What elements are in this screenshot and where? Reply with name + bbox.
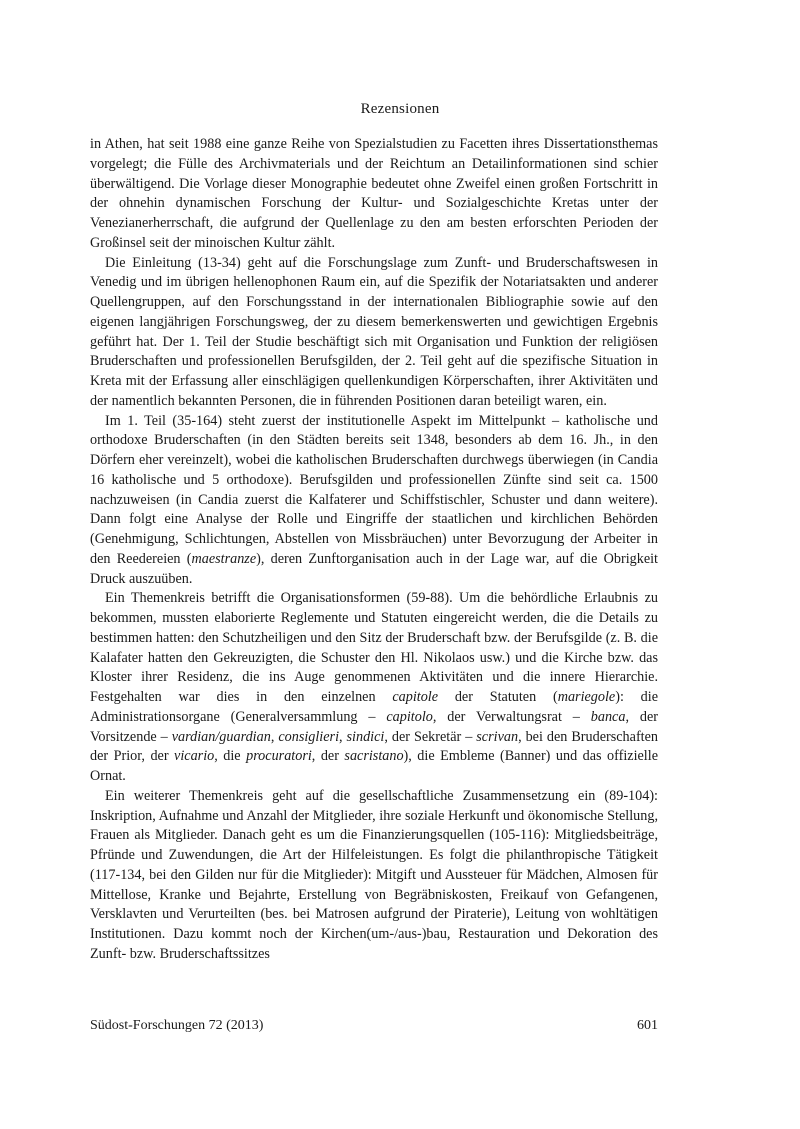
text-run: ): die Administrationsorgane (Generalversammlung – [90,689,659,725]
italic-term: scrivan [476,728,519,745]
text-run: , bei den Bruderschaften der Prior, der [90,728,658,765]
running-header: Rezensionen [360,101,440,117]
text-run: Im 1. Teil (35-164) steht zuerst der institutionelle Aspekt im Mittelpunkt – katholische und orthodoxe Bruderschaften (in den Städten bereits seit 1348, besonders ab dem 16. Jh., in den Dörfern eher vereinzelt), wobei die katholischen Bruderschaften durchwegs überwiegen (in Candia 16 katholische und 5 orthodoxe). Berufsgilden und professionellen Zünfte sind seit ca. 1500 nachzuweisen (in Candia zuerst die Kalfaterer und Schiffstischler, Schuster und dann weitere). Dann folgt eine Analyse der Rolle und Eingriffe der staatlichen und kirchlichen Behörden (Genehmigung, Schlichtungen, Abstellen von Missbräuchen) unter Bevorzugung der Arbeiter in den Reedereien ( [90,412,658,567]
italic-term: banca [590,708,626,725]
body-text [90,135,658,965]
text-run: , der Verwaltungsrat – [432,708,591,725]
text-run: , der Sekretär – [384,728,477,745]
text-run: , [339,728,347,745]
text-run: ), deren Zunftorganisation auch in der Lage war, auf die Obrigkeit Druck auszuüben. [90,550,658,587]
text-run: ), die Embleme (Banner) und das offizielle Ornat. [90,748,658,784]
paragraph [90,412,658,590]
italic-term: procuratori [246,748,312,765]
italic-term: vardian/guardian [171,728,271,745]
text-run: Ein weiterer Themenkreis geht auf die gesellschaftliche Zusammensetzung ein (89-104): Inskription, Aufnahme und Anzahl der Mitglieder, ihre soziale Herkunft und ökonomische Stellung, Frauen als Mitglieder. Danach geht es um die Finanzierungsquellen (105-116): Mitgliedsbeiträge, Pfründe und Zuwendungen, die Art der Hilfeleistungen. Es folgt die philanthropische Tätigkeit (117-134, bei den Gilden nur für die Mitglieder): Mitgift und Aussteuer für Mädchen, Almosen für Mittellose, Kranke und Bejahrte, Erstellung von Begräbniskosten, Freikauf von Gefangenen, Versklavten und Verurteilten (bes. bei Matrosen aufgrund der Piraterie), Leitung von wohltätigen Institutionen. Dazu kommt noch der Kirchen(um-/aus-)bau, Restauration und Dekoration des Zunft- bzw. Bruderschaftssitzes [90,787,658,962]
italic-term: capitole [392,689,439,705]
italic-term: sindici [346,728,385,745]
paragraph [90,589,658,787]
text-run: Ein Themenkreis betrifft die Organisationsformen (59-88). Um die behördliche Erlaubnis zu bekommen, mussten elaborierte Reglemente und Statuten eingereicht werden, die die Details zu bestimmen hatten: den Schutzheiligen und den Sitz der Bruderschaft bzw. der Berufsgilde (z. B. die Kalafater hatten den Gekreuzigten, die Schuster den Hl. Nikolaos usw.) und die Kirche bzw. das Kloster ihrer Residenz, die ins Auge genommenen Aktivitäten und die innere Hierarchie. Festgehalten war dies in den einzelnen [90,590,658,705]
text-run: Die Einleitung (13-34) geht auf die Forschungslage zum Zunft- und Bruderschaftswesen in Venedig und im übrigen hellenophonen Raum ein, auf die Spezifik der Notariatsakten und anderer Quellengruppen, auf den Forschungsstand in der internationalen Bibliographie sowie auf den eigenen langjährigen Forschungsweg, der zu diesem bemerkenswerten und gewichtigen Ergebnis geführt hat. Der 1. Teil der Studie beschäftigt sich mit Organisation und Funktion der religiösen Bruderschaften und professionellen Berufsgilden, der 2. Teil geht auf die spezifische Situation in Kreta mit der Erfassung aller einschlägigen quellenkundigen Körperschaften, ihrer Aktivitäten und der namentlich bekannten Personen, die in führenden Positionen daran beteiligt waren, ein. [90,254,658,409]
text-run: , die [214,748,247,765]
italic-term: capitolo [386,708,433,725]
italic-term: sacristano [344,748,404,765]
page-number: 601 [637,1018,658,1033]
text-run: , [270,728,279,745]
italic-term: vicario [174,748,215,765]
italic-term: mariegole [557,689,616,705]
italic-term: maestranze [191,550,257,567]
journal-citation: Südost-Forschungen 72 (2013) [90,1018,264,1033]
paragraph [90,254,658,412]
paragraph [90,787,658,965]
text-run: , der [311,748,345,765]
text-run: in Athen, hat seit 1988 eine ganze Reihe von Spezialstudien zu Facetten ihres Dissertationsthemas vorgelegt; die Fülle des Archivmaterials und der Reichtum an Detailinformationen sind schier überwältigend. Die Vorlage dieser Monographie bedeutet ohne Zweifel einen großen Fortschritt in der ohnehin dynamischen Forschung der Kultur- und Sozialgeschichte Kretas unter der Venezianerherrschaft, die aufgrund der Quellenlage zu den am besten erforschten Perioden der Großinsel seit der minoischen Kultur zählt. [90,136,658,251]
italic-term: consiglieri [278,728,340,745]
text-run: der Statuten ( [438,689,558,705]
paragraph [90,135,658,254]
text-run: , der Vorsitzende – [90,708,658,745]
